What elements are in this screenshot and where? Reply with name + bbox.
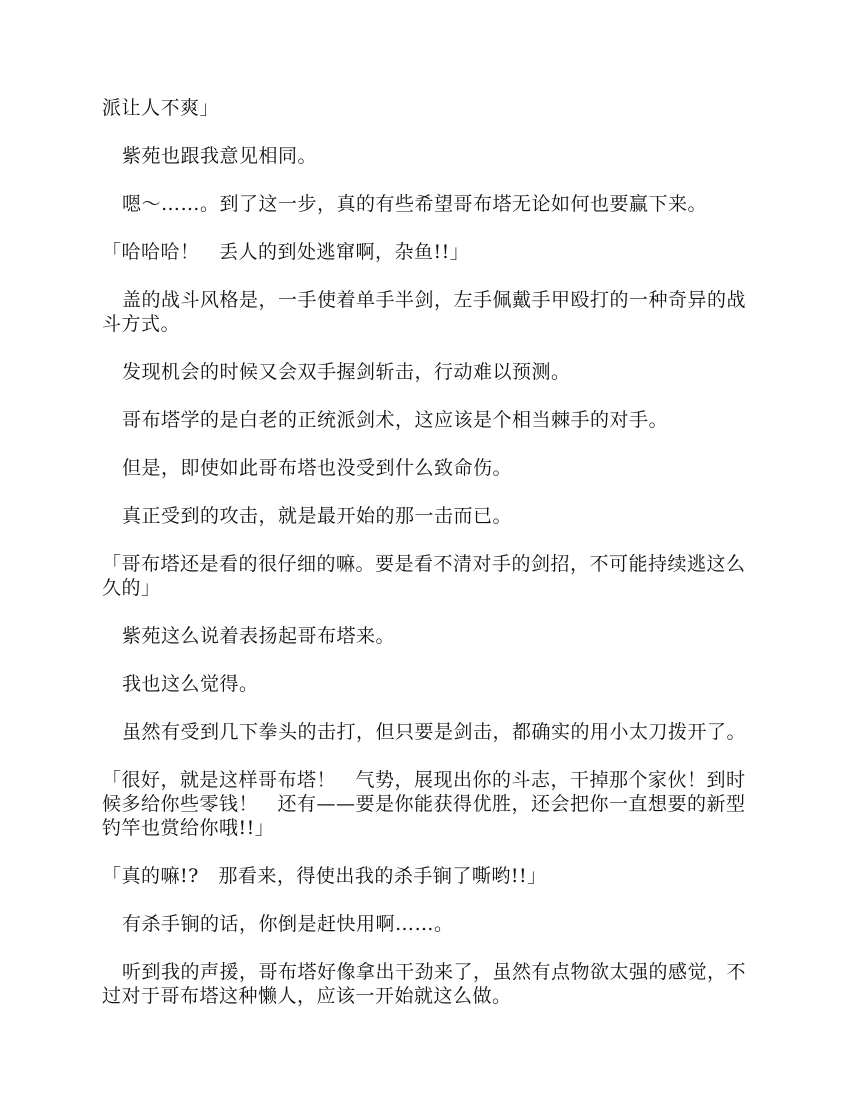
paragraph-7: 哥布塔学的是白老的正统派剑术，这应该是个相当棘手的对手。 — [122, 409, 669, 431]
paragraph-15: 「真的嘛!? 那看来，得使出我的杀手锏了嘶哟!!」 — [102, 865, 547, 887]
paragraph-10: 「哥布塔还是看的很仔细的嘛。要是看不清对手的剑招，不可能持续逃这么久的」 — [102, 553, 746, 599]
paragraph-2: 紫苑也跟我意见相同。 — [122, 145, 318, 167]
paragraph-1: 派让人不爽」 — [102, 97, 220, 119]
paragraph-17: 听到我的声援，哥布塔好像拿出干劲来了，虽然有点物欲太强的感觉，不过对于哥布塔这种懒人，应该一开始就这么做。 — [102, 961, 747, 1007]
text-body — [102, 96, 750, 1032]
paragraph-4: 「哈哈哈！ 丢人的到处逃窜啊，杂鱼!!」 — [102, 241, 470, 263]
paragraph-9: 真正受到的攻击，就是最开始的那一击而已。 — [122, 505, 513, 527]
paragraph-11: 紫苑这么说着表扬起哥布塔来。 — [122, 625, 396, 647]
paragraph-12: 我也这么觉得。 — [122, 673, 259, 695]
paragraph-6: 发现机会的时候又会双手握剑斩击，行动难以预测。 — [122, 361, 571, 383]
paragraph-16: 有杀手锏的话，你倒是赶快用啊……。 — [122, 913, 454, 935]
paragraph-5: 盖的战斗风格是，一手使着单手半剑，左手佩戴手甲殴打的一种奇异的战斗方式。 — [102, 289, 747, 335]
paragraph-3: 嗯～……。到了这一步，真的有些希望哥布塔无论如何也要赢下来。 — [122, 193, 708, 215]
paragraph-8: 但是，即使如此哥布塔也没受到什么致命伤。 — [122, 457, 513, 479]
paragraph-14: 「很好，就是这样哥布塔！ 气势，展现出你的斗志，干掉那个家伙！到时候多给你些零钱！ 还有——要是你能获得优胜，还会把你一直想要的新型钓竿也赏给你哦!!」 — [102, 769, 746, 839]
paragraph-13: 虽然有受到几下拳头的击打，但只要是剑击，都确实的用小太刀拨开了。 — [122, 721, 747, 743]
